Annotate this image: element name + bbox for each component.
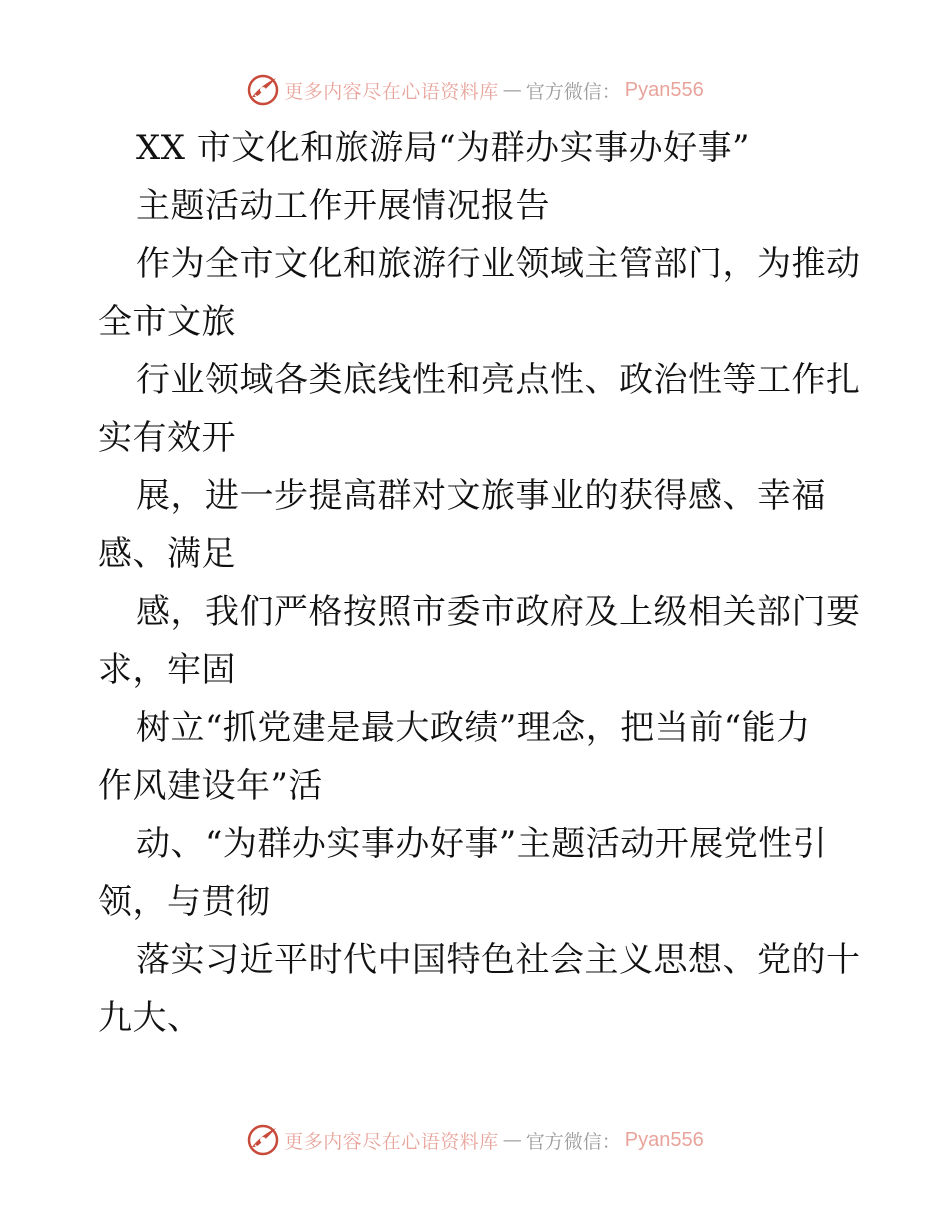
paragraph-line: 树立“抓党建是最大政绩”理念，把当前“能力 [136, 708, 811, 748]
footer-wechat-label: 官方微信： [525, 1130, 621, 1153]
paragraph-line: 作为全市文化和旅游行业领域主管部门，为推动 [136, 244, 861, 284]
footer-wechat-id: Pyan556 [624, 1128, 704, 1151]
title-line-1: XX 市文化和旅游局“为群办实事办好事” [136, 128, 750, 168]
footer-watermark-banner [0, 1118, 950, 1162]
paragraph-line: 动、“为群办实事办好事”主题活动开展党性引 [136, 824, 828, 864]
document-body [98, 119, 861, 1047]
paragraph-line: 落实习近平时代中国特色社会主义思想、党的十 [136, 940, 861, 980]
paragraph-line-wrap: 全市文旅 [98, 302, 236, 342]
paragraph-line-wrap: 九大、 [98, 998, 202, 1038]
footer-separator: — [502, 1129, 522, 1151]
pen-quill-logo-icon [246, 73, 280, 107]
footer-banner-content [246, 1123, 704, 1157]
paragraph-line-wrap: 求，牢固 [98, 650, 236, 690]
header-wechat-label: 官方微信： [525, 80, 621, 103]
paragraph-line-wrap: 感、满足 [98, 534, 236, 574]
paragraph-line: 行业领域各类底线性和亮点性、政治性等工作扎 [136, 360, 861, 400]
header-watermark-banner [0, 68, 950, 112]
paragraph-line: 感，我们严格按照市委市政府及上级相关部门要 [136, 592, 861, 632]
header-separator: — [502, 79, 522, 101]
paragraph-line-wrap: 作风建设年”活 [98, 766, 323, 806]
title-line-2: 主题活动工作开展情况报告 [136, 186, 550, 226]
header-brand-text: 更多内容尽在心语资料库 [284, 80, 499, 103]
header-wechat-id: Pyan556 [624, 78, 704, 101]
footer-brand-text: 更多内容尽在心语资料库 [284, 1130, 499, 1153]
pen-quill-logo-icon [246, 1123, 280, 1157]
paragraph-line-wrap: 实有效开 [98, 418, 236, 458]
paragraph-line: 展，进一步提高群对文旅事业的获得感、幸福 [136, 476, 826, 516]
paragraph-line-wrap: 领，与贯彻 [98, 882, 271, 922]
header-banner-content [246, 73, 704, 107]
